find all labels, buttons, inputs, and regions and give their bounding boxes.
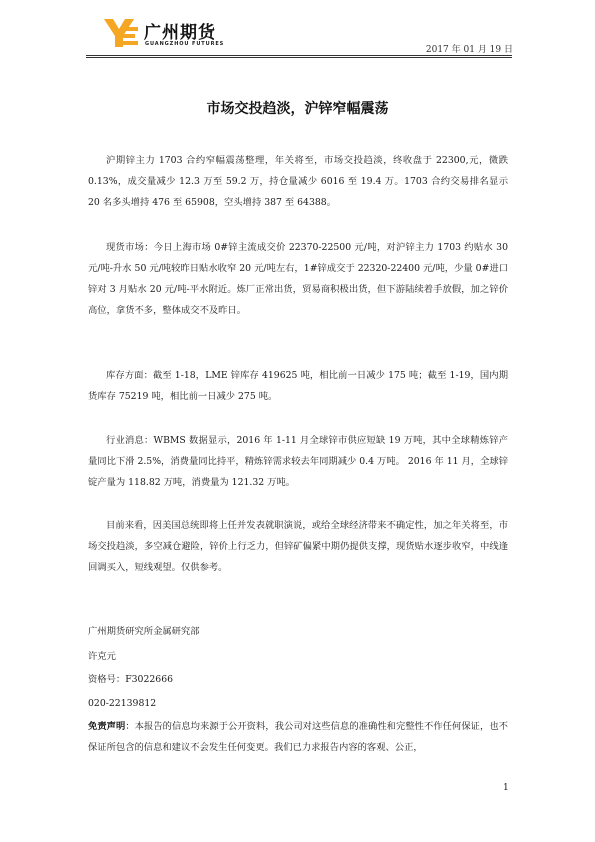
signature-phone: 020-22139812	[88, 698, 157, 709]
brand-name-en: GUANGZHOU FUTURES	[145, 41, 225, 47]
logo-mark-icon	[104, 17, 138, 49]
header-rule	[86, 55, 512, 56]
disclaimer-label: 免责声明	[88, 721, 126, 732]
paragraph-industry-news: 行业消息：WBMS 数据显示，2016 年 1-11 月全球锌市供应短缺 19 万吨，其中全球精炼锌产量同比下滑 2.5%，消费量同比持平，精炼锌需求较去年同期减少 0.4 万吨。 2016 年 11 月，全球锌锭产量为 118.82 万吨，消费量为 121.32 万吨。	[88, 435, 508, 488]
disclaimer	[88, 716, 508, 758]
paragraph-futures: 沪期锌主力 1703 合约窄幅震荡整理，年关将至，市场交投趋淡，终收盘于 22300,元，微跌 0.13%，成交量减少 12.3 万至 59.2 万，持仓量减少 6016 至 19.4 万。1703 合约交易排名显示 20 名多头增持 476 至 65908，空头增持 387 至 64388。	[88, 155, 508, 208]
paragraph-outlook: 目前来看，因美国总统即将上任并发表就职演说，或给全球经济带来不确定性，加之年关将至，市场交投趋淡，多空减仓避险，锌价上行乏力，但锌矿偏紧中期仍提供支撑，现货贴水逐步收窄，中线逢回调买入，短线观望。仅供参考。	[88, 520, 508, 573]
signature-name: 许克元	[88, 651, 116, 662]
paragraph-spot-market: 现货市场：今日上海市场 0#锌主流成交价 22370-22500 元/吨，对沪锌主力 1703 约贴水 30 元/吨-升水 50 元/吨较昨日贴水收窄 20 元/吨左右，1#锌成交于 22320-22400 元/吨，少量 0#进口锌对 3 月贴水 20 元/吨-平水附近。炼厂正常出货，贸易商积极出货，但下游陆续着手放假，加之锌价高位，拿货不多，整体成交不及昨日。	[88, 242, 508, 316]
report-date: 2017 年 01 月 19 日	[425, 45, 513, 55]
signature-license: 资格号：F3022666	[88, 674, 174, 685]
page-number: 1	[503, 783, 509, 793]
disclaimer-text: ：本报告的信息均来源于公开资料，我公司对这些信息的准确性和完整性不作任何保证，也不保证所包含的信息和建议不会发生任何变更。我们已力求报告内容的客观、公正，	[88, 721, 508, 753]
report-title: 市场交投趋淡，沪锌窄幅震荡	[206, 101, 389, 117]
brand-name-cn: 广州期货	[144, 23, 216, 43]
paragraph-inventory: 库存方面：截至 1-18，LME 锌库存 419625 吨，相比前一日减少 175 吨；截至 1-19，国内期货库存 75219 吨，相比前一日减少 275 吨。	[88, 370, 508, 402]
signature-org: 广州期货研究所金属研究部	[88, 626, 200, 637]
company-logo	[104, 14, 254, 54]
header-rule-thin	[86, 57, 512, 58]
